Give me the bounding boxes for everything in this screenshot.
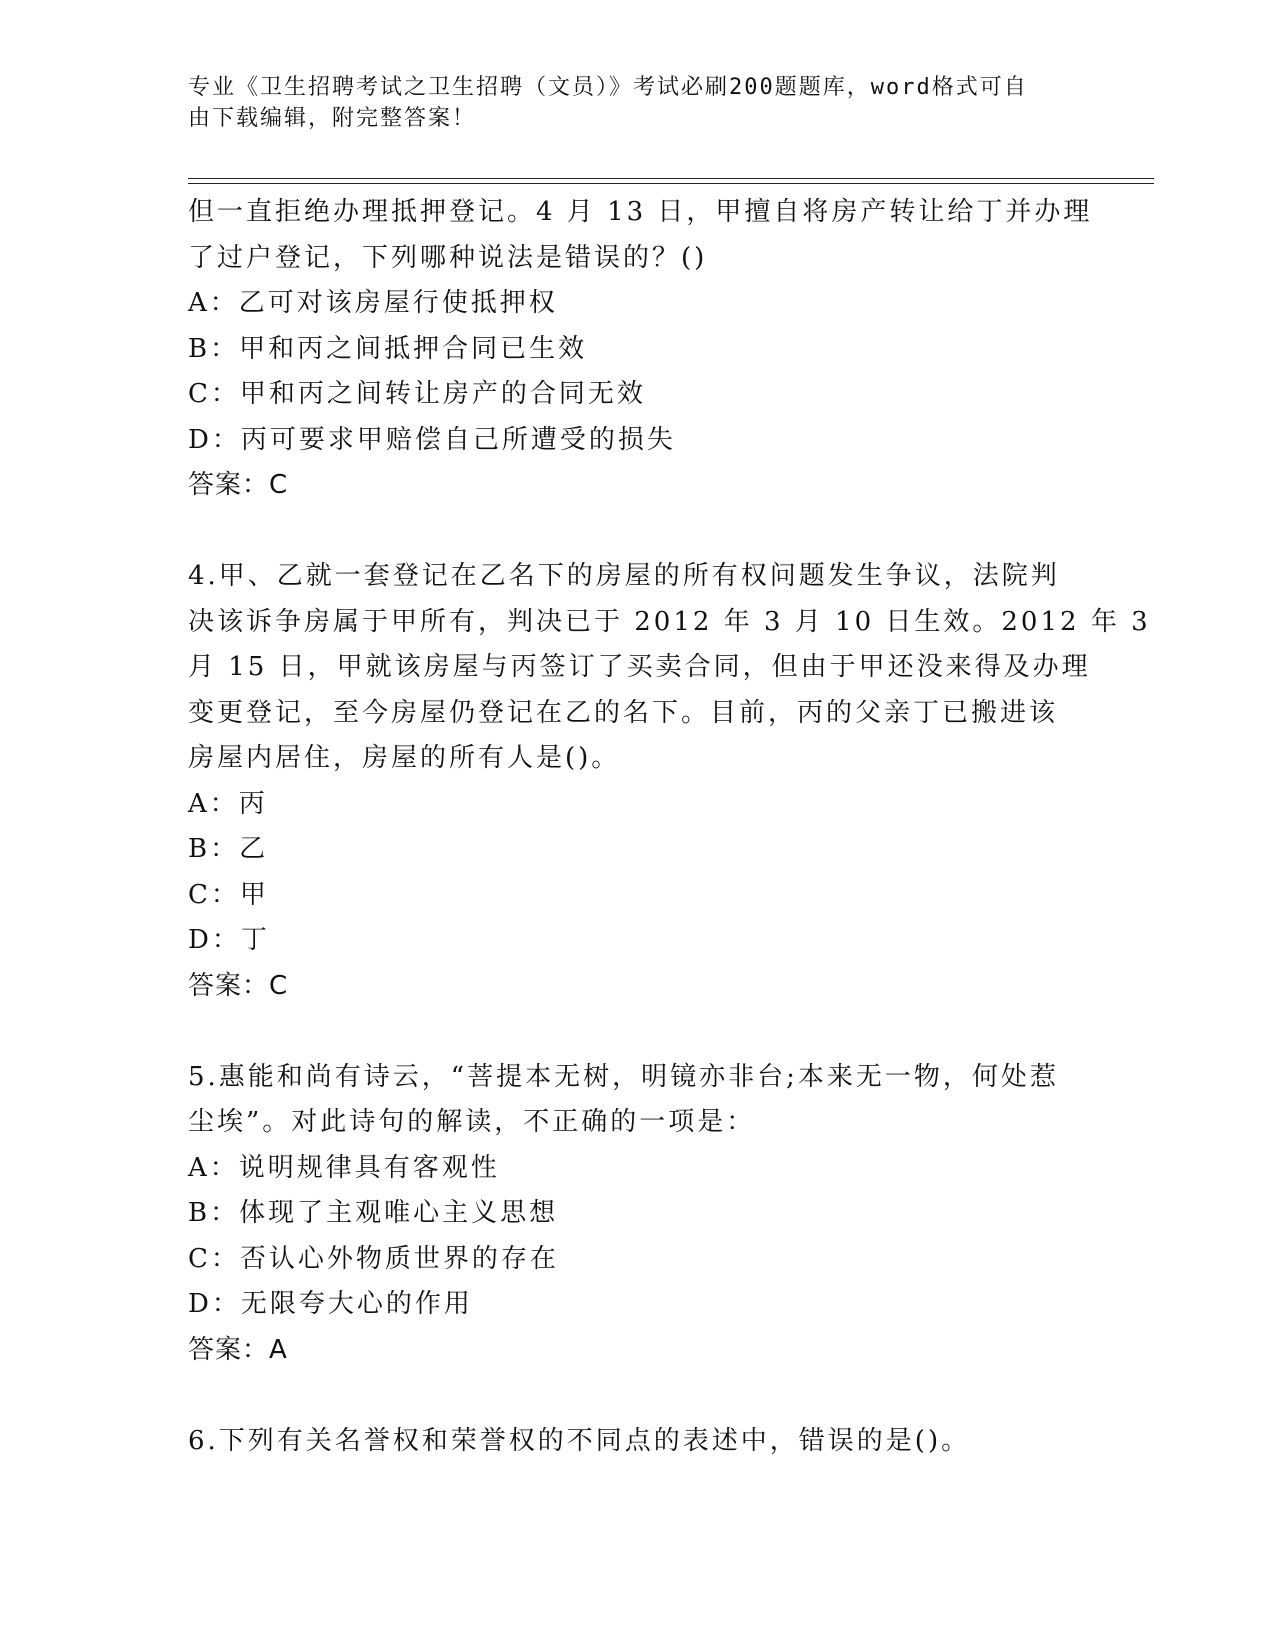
spacer (188, 1009, 1088, 1055)
option-c: C：甲和丙之间转让房产的合同无效 (188, 379, 646, 409)
question-stem-line: 6.下列有关名誉权和荣誉权的不同点的表述中，错误的是()。 (188, 1425, 971, 1456)
header-rule-top (188, 178, 1154, 179)
document-header (188, 72, 1068, 134)
option-c: C：否认心外物质世界的存在 (188, 1243, 559, 1274)
answer-line: 答案：C (188, 970, 289, 1001)
header-rule-bottom (188, 183, 1154, 184)
header-line-1: 专业《卫生招聘考试之卫生招聘（文员）》考试必刷200题题库，word格式可自 (188, 75, 1028, 100)
answer-line: 答案：C (188, 470, 289, 500)
question-stem-line: 月 15 日，甲就该房屋与丙签订了买卖合同，但由于甲还没来得及办理 (188, 652, 1091, 682)
option-a: A：丙 (188, 788, 268, 819)
option-d: D：丙可要求甲赔偿自己所遭受的损失 (188, 424, 676, 455)
question-stem-line: 尘埃”。对此诗句的解读，不正确的一项是： (188, 1107, 756, 1137)
question-stem-line: 5.惠能和尚有诗云，“菩提本无树，明镜亦非台;本来无一物，何处惹 (188, 1061, 1059, 1092)
question-stem-line: 决该诉争房属于甲所有，判决已于 2012 年 3 月 10 日生效。2012 年 3 (188, 606, 1151, 637)
spacer (188, 1373, 1088, 1419)
question-stem-line: 4.甲、乙就一套登记在乙名下的房屋的所有权问题发生争议，法院判 (188, 561, 1060, 591)
question-stem-line: 了过户登记，下列哪种说法是错误的？() (188, 242, 708, 273)
questions-body (188, 190, 1151, 1464)
option-a: A：乙可对该房屋行使抵押权 (188, 288, 558, 318)
option-d: D：丁 (188, 925, 270, 955)
option-c: C：甲 (188, 879, 269, 910)
question-3 (188, 190, 1093, 509)
spacer (188, 509, 1088, 555)
question-5 (188, 1055, 1088, 1374)
question-4 (188, 554, 1151, 1009)
header-line-2: 由下载编辑，附完整答案！ (188, 106, 477, 131)
option-a: A：说明规律具有客观性 (188, 1152, 500, 1183)
option-b: B：乙 (188, 834, 269, 864)
question-stem-line: 变更登记，至今房屋仍登记在乙的名下。目前，丙的父亲丁已搬进该 (188, 697, 1059, 728)
option-d: D：无限夸大心的作用 (188, 1289, 473, 1319)
option-b: B：体现了主观唯心主义思想 (188, 1198, 559, 1228)
answer-line: 答案：A (188, 1334, 288, 1365)
question-stem-line: 但一直拒绝办理抵押登记。4 月 13 日，甲擅自将房产转让给丁并办理 (188, 197, 1093, 227)
option-b: B：甲和丙之间抵押合同已生效 (188, 333, 588, 364)
question-6 (188, 1419, 1088, 1465)
question-stem-line: 房屋内居住，房屋的所有人是()。 (188, 743, 621, 773)
